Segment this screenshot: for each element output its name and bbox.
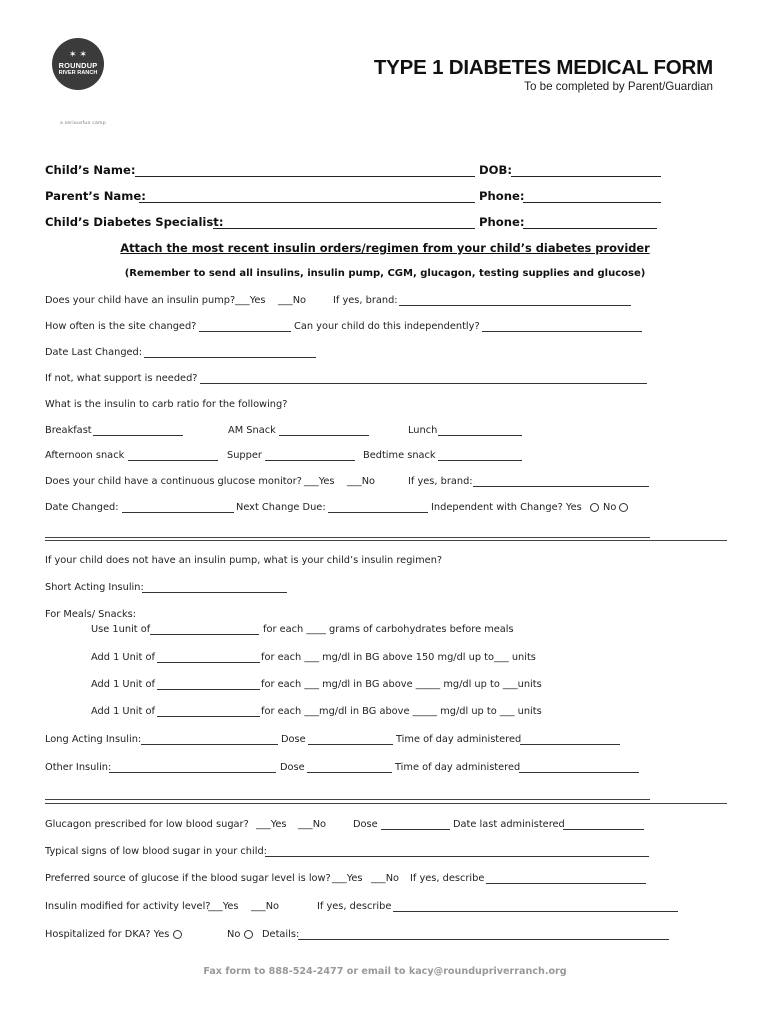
date-changed-label: Date Changed:: [45, 502, 119, 513]
add-unit-3-label: Add 1 Unit of: [91, 706, 155, 717]
glucagon-dose-label: Dose: [353, 819, 378, 830]
lunch-field[interactable]: [438, 435, 522, 436]
lunch-label: Lunch: [408, 425, 438, 436]
fax-email-footer: Fax form to 888-524-2477 or email to kacy@roundupriverranch.org: [203, 966, 567, 977]
long-acting-field[interactable]: [141, 744, 278, 745]
dka-question: Hospitalized for DKA? Yes: [45, 929, 170, 940]
site-change-question: How often is the site changed?: [45, 321, 197, 332]
child-name-label: Child’s Name:: [45, 163, 136, 177]
am-snack-label: AM Snack: [228, 425, 276, 436]
use-unit-field[interactable]: [150, 634, 259, 635]
cgm-brand-field[interactable]: [473, 486, 649, 487]
activity-describe-label: If yes, describe: [317, 901, 392, 912]
afternoon-snack-label: Afternoon snack: [45, 450, 125, 461]
glucose-source-describe-field[interactable]: [486, 883, 646, 884]
carb-grams-text: for each ____ grams of carbohydrates before meals: [263, 624, 514, 635]
parent-name-label: Parent’s Name:: [45, 189, 146, 203]
pump-brand-label: If yes, brand:: [333, 295, 398, 306]
section-divider-1: [45, 540, 727, 541]
other-dose-field[interactable]: [307, 772, 392, 773]
long-acting-time-field[interactable]: [520, 744, 620, 745]
correction-3-text: for each ___mg/dl in BG above _____ mg/dl up to ___ units: [261, 706, 542, 717]
section-divider-thin-2: [45, 799, 650, 800]
add-unit-2-field[interactable]: [157, 689, 260, 690]
date-changed-field[interactable]: [122, 512, 234, 513]
phone-2-field[interactable]: [523, 228, 657, 229]
logo-line-1: ROUNDUP: [58, 61, 98, 71]
remember-instruction: (Remember to send all insulins, insulin pump, CGM, glucagon, testing supplies and glucose): [124, 268, 646, 279]
date-administered-field[interactable]: [563, 829, 644, 830]
form-subtitle: To be completed by Parent/Guardian: [524, 80, 713, 93]
specialist-label: Child’s Diabetes Specialist:: [45, 215, 224, 229]
phone-2-label: Phone:: [479, 215, 525, 229]
bedtime-snack-label: Bedtime snack: [363, 450, 436, 461]
activity-describe-field[interactable]: [393, 911, 678, 912]
child-name-field[interactable]: [135, 176, 475, 177]
breakfast-field[interactable]: [93, 435, 183, 436]
other-time-label: Time of day administered: [395, 762, 521, 773]
logo-subtext: a seriousfun camp: [60, 121, 106, 126]
attach-instruction: Attach the most recent insulin orders/regimen from your child’s diabetes provider: [120, 241, 650, 255]
cgm-yes[interactable]: ___Yes: [304, 476, 335, 487]
glucose-source-question: Preferred source of glucose if the blood sugar level is low?: [45, 873, 331, 884]
dka-no-radio[interactable]: [244, 930, 253, 939]
cgm-question: Does your child have a continuous glucose monitor?: [45, 476, 302, 487]
phone-1-field[interactable]: [523, 202, 661, 203]
glucagon-yes[interactable]: ___Yes: [256, 819, 287, 830]
dob-label: DOB:: [479, 163, 512, 177]
correction-2-text: for each ___ mg/dl in BG above _____ mg/dl up to ___units: [261, 679, 542, 690]
add-unit-1-field[interactable]: [157, 662, 260, 663]
glucagon-question: Glucagon prescribed for low blood sugar?: [45, 819, 249, 830]
dka-no-label: No: [227, 929, 241, 940]
short-acting-field[interactable]: [142, 592, 287, 593]
section-divider-2: [45, 803, 727, 804]
supper-label: Supper: [227, 450, 262, 461]
glucose-source-yes[interactable]: ___Yes: [332, 873, 363, 884]
pump-brand-field[interactable]: [399, 305, 631, 306]
low-signs-field[interactable]: [265, 856, 649, 857]
cgm-brand-label: If yes, brand:: [408, 476, 473, 487]
other-time-field[interactable]: [519, 772, 639, 773]
pump-question: Does your child have an insulin pump?: [45, 295, 236, 306]
independent-change-yes-label: Independent with Change? Yes: [431, 502, 582, 513]
dka-details-field[interactable]: [298, 939, 669, 940]
next-change-field[interactable]: [328, 512, 428, 513]
other-dose-label: Dose: [280, 762, 305, 773]
add-unit-3-field[interactable]: [157, 716, 260, 717]
meals-snacks-label: For Meals/ Snacks:: [45, 609, 137, 620]
regimen-question: If your child does not have an insulin pump, what is your child’s insulin regimen?: [45, 555, 443, 566]
afternoon-snack-field[interactable]: [128, 460, 218, 461]
add-unit-2-label: Add 1 Unit of: [91, 679, 155, 690]
support-field[interactable]: [200, 383, 647, 384]
support-question: If not, what support is needed?: [45, 373, 198, 384]
specialist-field[interactable]: [213, 228, 475, 229]
long-acting-dose-label: Dose: [281, 734, 306, 745]
site-change-field[interactable]: [199, 331, 291, 332]
independent-change-no-label: No: [603, 502, 617, 513]
short-acting-label: Short Acting Insulin:: [45, 582, 144, 593]
dob-field[interactable]: [511, 176, 661, 177]
low-signs-question: Typical signs of low blood sugar in your child:: [45, 846, 267, 857]
phone-1-label: Phone:: [479, 189, 525, 203]
independent-field[interactable]: [482, 331, 642, 332]
date-administered-label: Date last administered: [453, 819, 565, 830]
activity-yes[interactable]: ___Yes: [208, 901, 239, 912]
activity-question: Insulin modified for activity level?: [45, 901, 211, 912]
logo-badge: [52, 38, 104, 90]
parent-name-field[interactable]: [139, 202, 475, 203]
add-unit-1-label: Add 1 Unit of: [91, 652, 155, 663]
independent-no-radio[interactable]: [619, 503, 628, 512]
am-snack-field[interactable]: [279, 435, 369, 436]
camp-logo: [52, 38, 106, 126]
correction-1-text: for each ___ mg/dl in BG above 150 mg/dl up to___ units: [261, 652, 536, 663]
other-insulin-field[interactable]: [109, 772, 276, 773]
dka-yes-radio[interactable]: [173, 930, 182, 939]
glucagon-no[interactable]: ___No: [298, 819, 327, 830]
independent-yes-radio[interactable]: [590, 503, 599, 512]
glucagon-dose-field[interactable]: [381, 829, 450, 830]
cgm-no[interactable]: ___No: [347, 476, 376, 487]
logo-figures-icon: ✶ ✶: [69, 50, 87, 61]
long-acting-dose-field[interactable]: [308, 744, 393, 745]
next-change-label: Next Change Due:: [236, 502, 326, 513]
breakfast-label: Breakfast: [45, 425, 92, 436]
date-last-changed-field[interactable]: [144, 357, 316, 358]
pump-no[interactable]: ___No: [278, 295, 307, 306]
long-acting-time-label: Time of day administered: [396, 734, 522, 745]
other-insulin-label: Other Insulin:: [45, 762, 112, 773]
carb-ratio-question: What is the insulin to carb ratio for the following?: [45, 399, 288, 410]
glucose-source-describe-label: If yes, describe: [410, 873, 485, 884]
independent-question: Can your child do this independently?: [294, 321, 480, 332]
date-last-changed-label: Date Last Changed:: [45, 347, 143, 358]
glucose-source-no[interactable]: ___No: [371, 873, 400, 884]
form-title: TYPE 1 DIABETES MEDICAL FORM: [373, 56, 713, 79]
use-unit-label: Use 1unit of: [91, 624, 151, 635]
section-divider-thin: [45, 537, 650, 538]
pump-yes[interactable]: ___Yes: [235, 295, 266, 306]
bedtime-snack-field[interactable]: [438, 460, 522, 461]
long-acting-label: Long Acting Insulin:: [45, 734, 142, 745]
supper-field[interactable]: [265, 460, 355, 461]
logo-line-2: RIVER RANCH: [58, 69, 98, 76]
activity-no[interactable]: ___No: [251, 901, 280, 912]
dka-details-label: Details:: [262, 929, 300, 940]
